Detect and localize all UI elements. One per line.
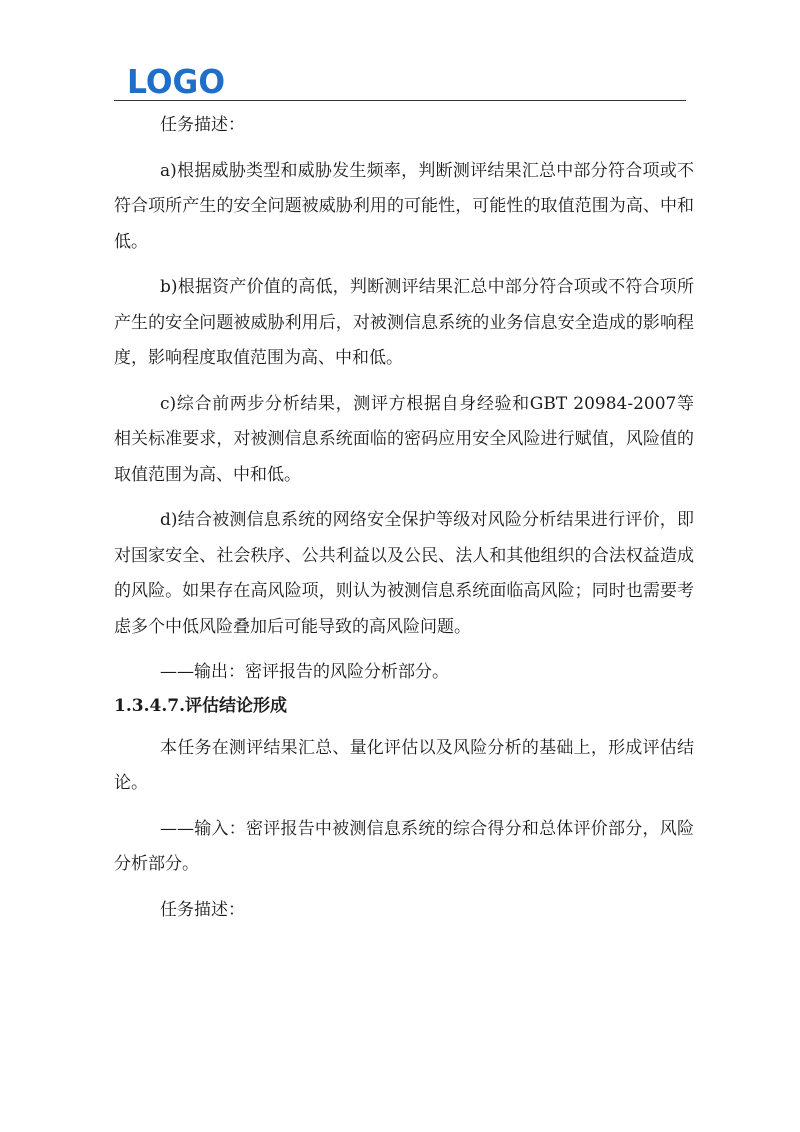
paragraph-b: b)根据资产价值的高低，判断测评结果汇总中部分符合项或不符合项所产生的安全问题被威胁利用后，对被测信息系统的业务信息安全造成的影响程度，影响程度取值范围为高、中和低。 <box>114 277 694 368</box>
section-heading: 1.3.4.7.评估结论形成 <box>114 695 287 716</box>
output-line: ——输出：密评报告的风险分析部分。 <box>160 662 449 682</box>
header-rule <box>114 100 686 101</box>
task-description-label-2: 任务描述： <box>160 899 245 920</box>
section-intro: 本任务在测评结果汇总、量化评估以及风险分析的基础上，形成评估结论。 <box>114 737 694 793</box>
paragraph-d: d)结合被测信息系统的网络安全保护等级对风险分析结果进行评价，即对国家安全、社会秩序、公共利益以及公民、法人和其他组织的合法权益造成的风险。如果存在高风险项，则认为被测信息系统面临高风险；同时也需要考虑多个中低风险叠加后可能导致的高风险问题。 <box>114 510 694 637</box>
document-body <box>114 108 694 928</box>
paragraph-a: a)根据威胁类型和威胁发生频率，判断测评结果汇总中部分符合项或不符合项所产生的安全问题被威胁利用的可能性，可能性的取值范围为高、中和低。 <box>114 160 694 252</box>
task-description-label: 任务描述： <box>160 115 245 135</box>
logo-text: LOGO <box>127 62 225 100</box>
logo <box>127 62 227 100</box>
paragraph-c: c)综合前两步分析结果，测评方根据自身经验和GBT 20984-2007等相关标准要求，对被测信息系统面临的密码应用安全风险进行赋值，风险值的取值范围为高、中和低。 <box>114 393 694 485</box>
input-line: ——输入：密评报告中被测信息系统的综合得分和总体评价部分，风险分析部分。 <box>114 818 694 874</box>
